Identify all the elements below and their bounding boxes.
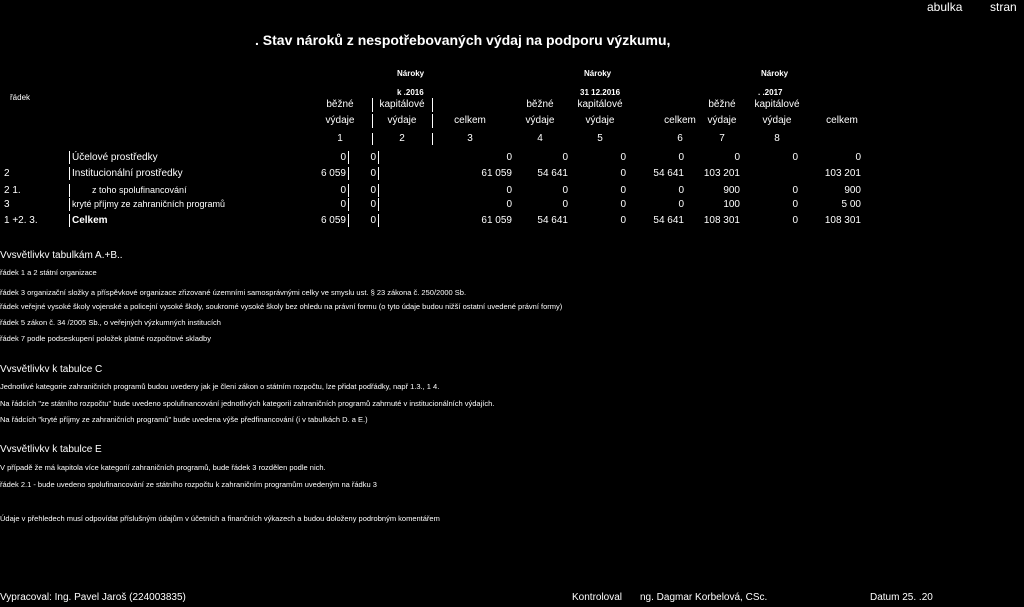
prepared-by: Vypracoval: Ing. Pavel Jaroš (224003835) <box>0 592 186 603</box>
table-cell: 0 <box>620 215 626 226</box>
notes-title-c: Vvsvětlivkv k tabulce C <box>0 364 103 375</box>
table-cell: 0 <box>792 215 798 226</box>
table-cell: 0 <box>620 185 626 196</box>
row-number: 3 <box>4 199 10 210</box>
column-header-bottom: celkem <box>826 115 858 126</box>
column-header-top: běžné <box>326 99 354 110</box>
notes-title-e: Vvsvětlivkv k tabulce E <box>0 444 102 455</box>
table-cell: 0 <box>506 185 512 196</box>
group-3-label: Nároky <box>761 69 789 78</box>
table-cell: 0 <box>370 168 376 179</box>
table-cell: 54 641 <box>653 215 684 226</box>
table-cell: 0 <box>734 152 740 163</box>
group-1-label: Nároky <box>397 69 425 78</box>
cell-divider <box>378 214 379 227</box>
header-right-1: abulka <box>927 0 963 14</box>
table-cell: 54 641 <box>537 168 568 179</box>
column-header-bottom: výdaje <box>762 115 792 126</box>
column-header-bottom: celkem <box>454 115 486 126</box>
table-cell: 6 059 <box>320 168 346 179</box>
note-line: řádek 7 podle podseskupení položek platné rozpočtové skladby <box>0 334 211 343</box>
table-cell: 61 059 <box>481 215 512 226</box>
row-divider <box>69 167 70 180</box>
date-field: Datum 25. .20 <box>870 592 933 603</box>
row-number: 1 +2. 3. <box>4 215 38 226</box>
table-cell: 0 <box>678 199 684 210</box>
column-header-bottom: výdaje <box>525 115 555 126</box>
table-cell: 0 <box>506 199 512 210</box>
header-divider <box>432 98 433 112</box>
row-label: Celkem <box>72 215 108 226</box>
note-line: řádek 5 zákon č. 34 /2005 Sb., o veřejných výzkumných institucích <box>0 318 221 327</box>
checked-by-name: ng. Dagmar Korbelová, CSc. <box>640 592 768 603</box>
table-cell: 0 <box>792 199 798 210</box>
cell-divider <box>378 198 379 211</box>
note-line: řádek 3 organizační složky a příspěvkové organizace zřizované územními samosprávnými celky ve smyslu ust. § 23 zákona č. 250/2000 Sb. <box>0 288 467 297</box>
table-cell: 0 <box>792 152 798 163</box>
table-cell: 0 <box>562 152 568 163</box>
column-header-top: běžné <box>526 99 554 110</box>
column-header-bottom: výdaje <box>325 115 355 126</box>
column-header-bottom: výdaje <box>387 115 417 126</box>
table-cell: 103 201 <box>824 168 861 179</box>
row-label: Institucionální prostředky <box>72 168 183 179</box>
note-line: řádek 1 a 2 státní organizace <box>0 268 97 277</box>
header-divider <box>372 98 373 112</box>
header-divider <box>432 133 433 145</box>
header-divider <box>372 133 373 145</box>
note-line: V případě že má kapitola více kategorií zahraničních programů, bude řádek 3 rozdělen podle nich. <box>0 463 326 472</box>
row-number: 2 <box>4 168 10 179</box>
table-cell: 900 <box>723 185 740 196</box>
table-cell: 54 641 <box>653 168 684 179</box>
table-cell: 900 <box>844 185 861 196</box>
column-header-top: kapitálové <box>577 99 623 110</box>
column-number: 1 <box>337 133 343 144</box>
header-divider <box>432 114 433 128</box>
table-cell: 0 <box>620 152 626 163</box>
group-2-label: Nároky <box>584 69 612 78</box>
cell-divider <box>378 167 379 180</box>
note-line: řádek veřejné vysoké školy vojenské a policejní vysoké školy, soukromé vysoké školy bez ohledu na právní formu (o tyto údaje budou nižší ostatní uvedené právní formy) <box>0 302 563 311</box>
table-cell: 0 <box>792 185 798 196</box>
table-cell: 0 <box>340 199 346 210</box>
row-header-label: řádek <box>10 93 31 102</box>
table-cell: 54 641 <box>537 215 568 226</box>
row-number: 2 1. <box>4 185 21 196</box>
table-cell: 0 <box>855 152 861 163</box>
page-title: . Stav nároků z nespotřebovaných výdaj na podporu výzkumu, <box>255 32 671 48</box>
column-header-top: kapitálové <box>754 99 800 110</box>
column-number: 7 <box>719 133 725 144</box>
table-cell: 0 <box>340 152 346 163</box>
table-cell: 0 <box>506 152 512 163</box>
row-label: z toho spolufinancování <box>92 185 187 195</box>
column-number: 4 <box>537 133 543 144</box>
table-cell: 0 <box>678 185 684 196</box>
note-line: Jednotlivé kategorie zahraničních programů budou uvedeny jak je členi zákon o státním rozpočtu, lze přidat podřádky, např 1.3., 1 4. <box>0 382 440 391</box>
row-divider <box>69 184 70 197</box>
table-cell: 0 <box>678 152 684 163</box>
row-divider <box>69 214 70 227</box>
group-1-date: k .2016 <box>397 88 424 97</box>
column-header-bottom: výdaje <box>585 115 615 126</box>
column-number: 2 <box>399 133 405 144</box>
column-header-bottom: celkem <box>664 115 696 126</box>
column-number: 8 <box>774 133 780 144</box>
row-divider <box>69 198 70 211</box>
row-divider <box>69 151 70 164</box>
column-header-bottom: výdaje <box>707 115 737 126</box>
table-cell: 0 <box>562 185 568 196</box>
column-header-top: kapitálové <box>379 99 425 110</box>
table-cell: 108 301 <box>824 215 861 226</box>
note-line: Na řádcích "kryté příjmy ze zahraničních programů" bude uvedena výše předfinancování (i v tabulkách D. a E.) <box>0 415 368 424</box>
notes-title-ab: Vvsvětlivkv tabulkám A.+B.. <box>0 250 123 261</box>
column-number: 6 <box>677 133 683 144</box>
table-cell: 5 00 <box>841 199 861 210</box>
header-right-2: stran <box>990 0 1017 14</box>
column-header-top: běžné <box>708 99 736 110</box>
checked-by-label: Kontroloval <box>572 592 623 603</box>
table-cell: 0 <box>370 152 376 163</box>
cell-divider <box>378 151 379 164</box>
header-divider <box>372 114 373 128</box>
group-3-date: . .2017 <box>758 88 783 97</box>
table-cell: 0 <box>370 215 376 226</box>
table-cell: 103 201 <box>703 168 740 179</box>
table-cell: 0 <box>562 199 568 210</box>
note-final: Údaje v přehledech musí odpovídat příslušným údajům v účetních a finančních výkazech a budou doloženy podrobným komentářem <box>0 514 440 523</box>
note-line: řádek 2.1 - bude uvedeno spolufinancování ze státního rozpočtu k zahraničním programům uvedeným na řádku 3 <box>0 480 377 489</box>
column-number: 3 <box>467 133 473 144</box>
table-cell: 6 059 <box>320 215 346 226</box>
table-cell: 108 301 <box>703 215 740 226</box>
table-cell: 0 <box>370 185 376 196</box>
table-cell: 0 <box>340 185 346 196</box>
note-line: Na řádcích "ze státního rozpočtu" bude uvedeno spolufinancování jednotlivých kategorií zahraničních programů zahrnuté v institucionálních výdajích. <box>0 399 495 408</box>
group-2-date: 31 12.2016 <box>580 88 621 97</box>
table-cell: 0 <box>370 199 376 210</box>
table-cell: 61 059 <box>481 168 512 179</box>
table-cell: 0 <box>620 199 626 210</box>
cell-divider <box>378 184 379 197</box>
column-number: 5 <box>597 133 603 144</box>
table-cell: 100 <box>723 199 740 210</box>
row-label: kryté příjmy ze zahraničních programů <box>72 199 226 209</box>
table-cell: 0 <box>620 168 626 179</box>
row-label: Účelové prostředky <box>72 152 158 163</box>
